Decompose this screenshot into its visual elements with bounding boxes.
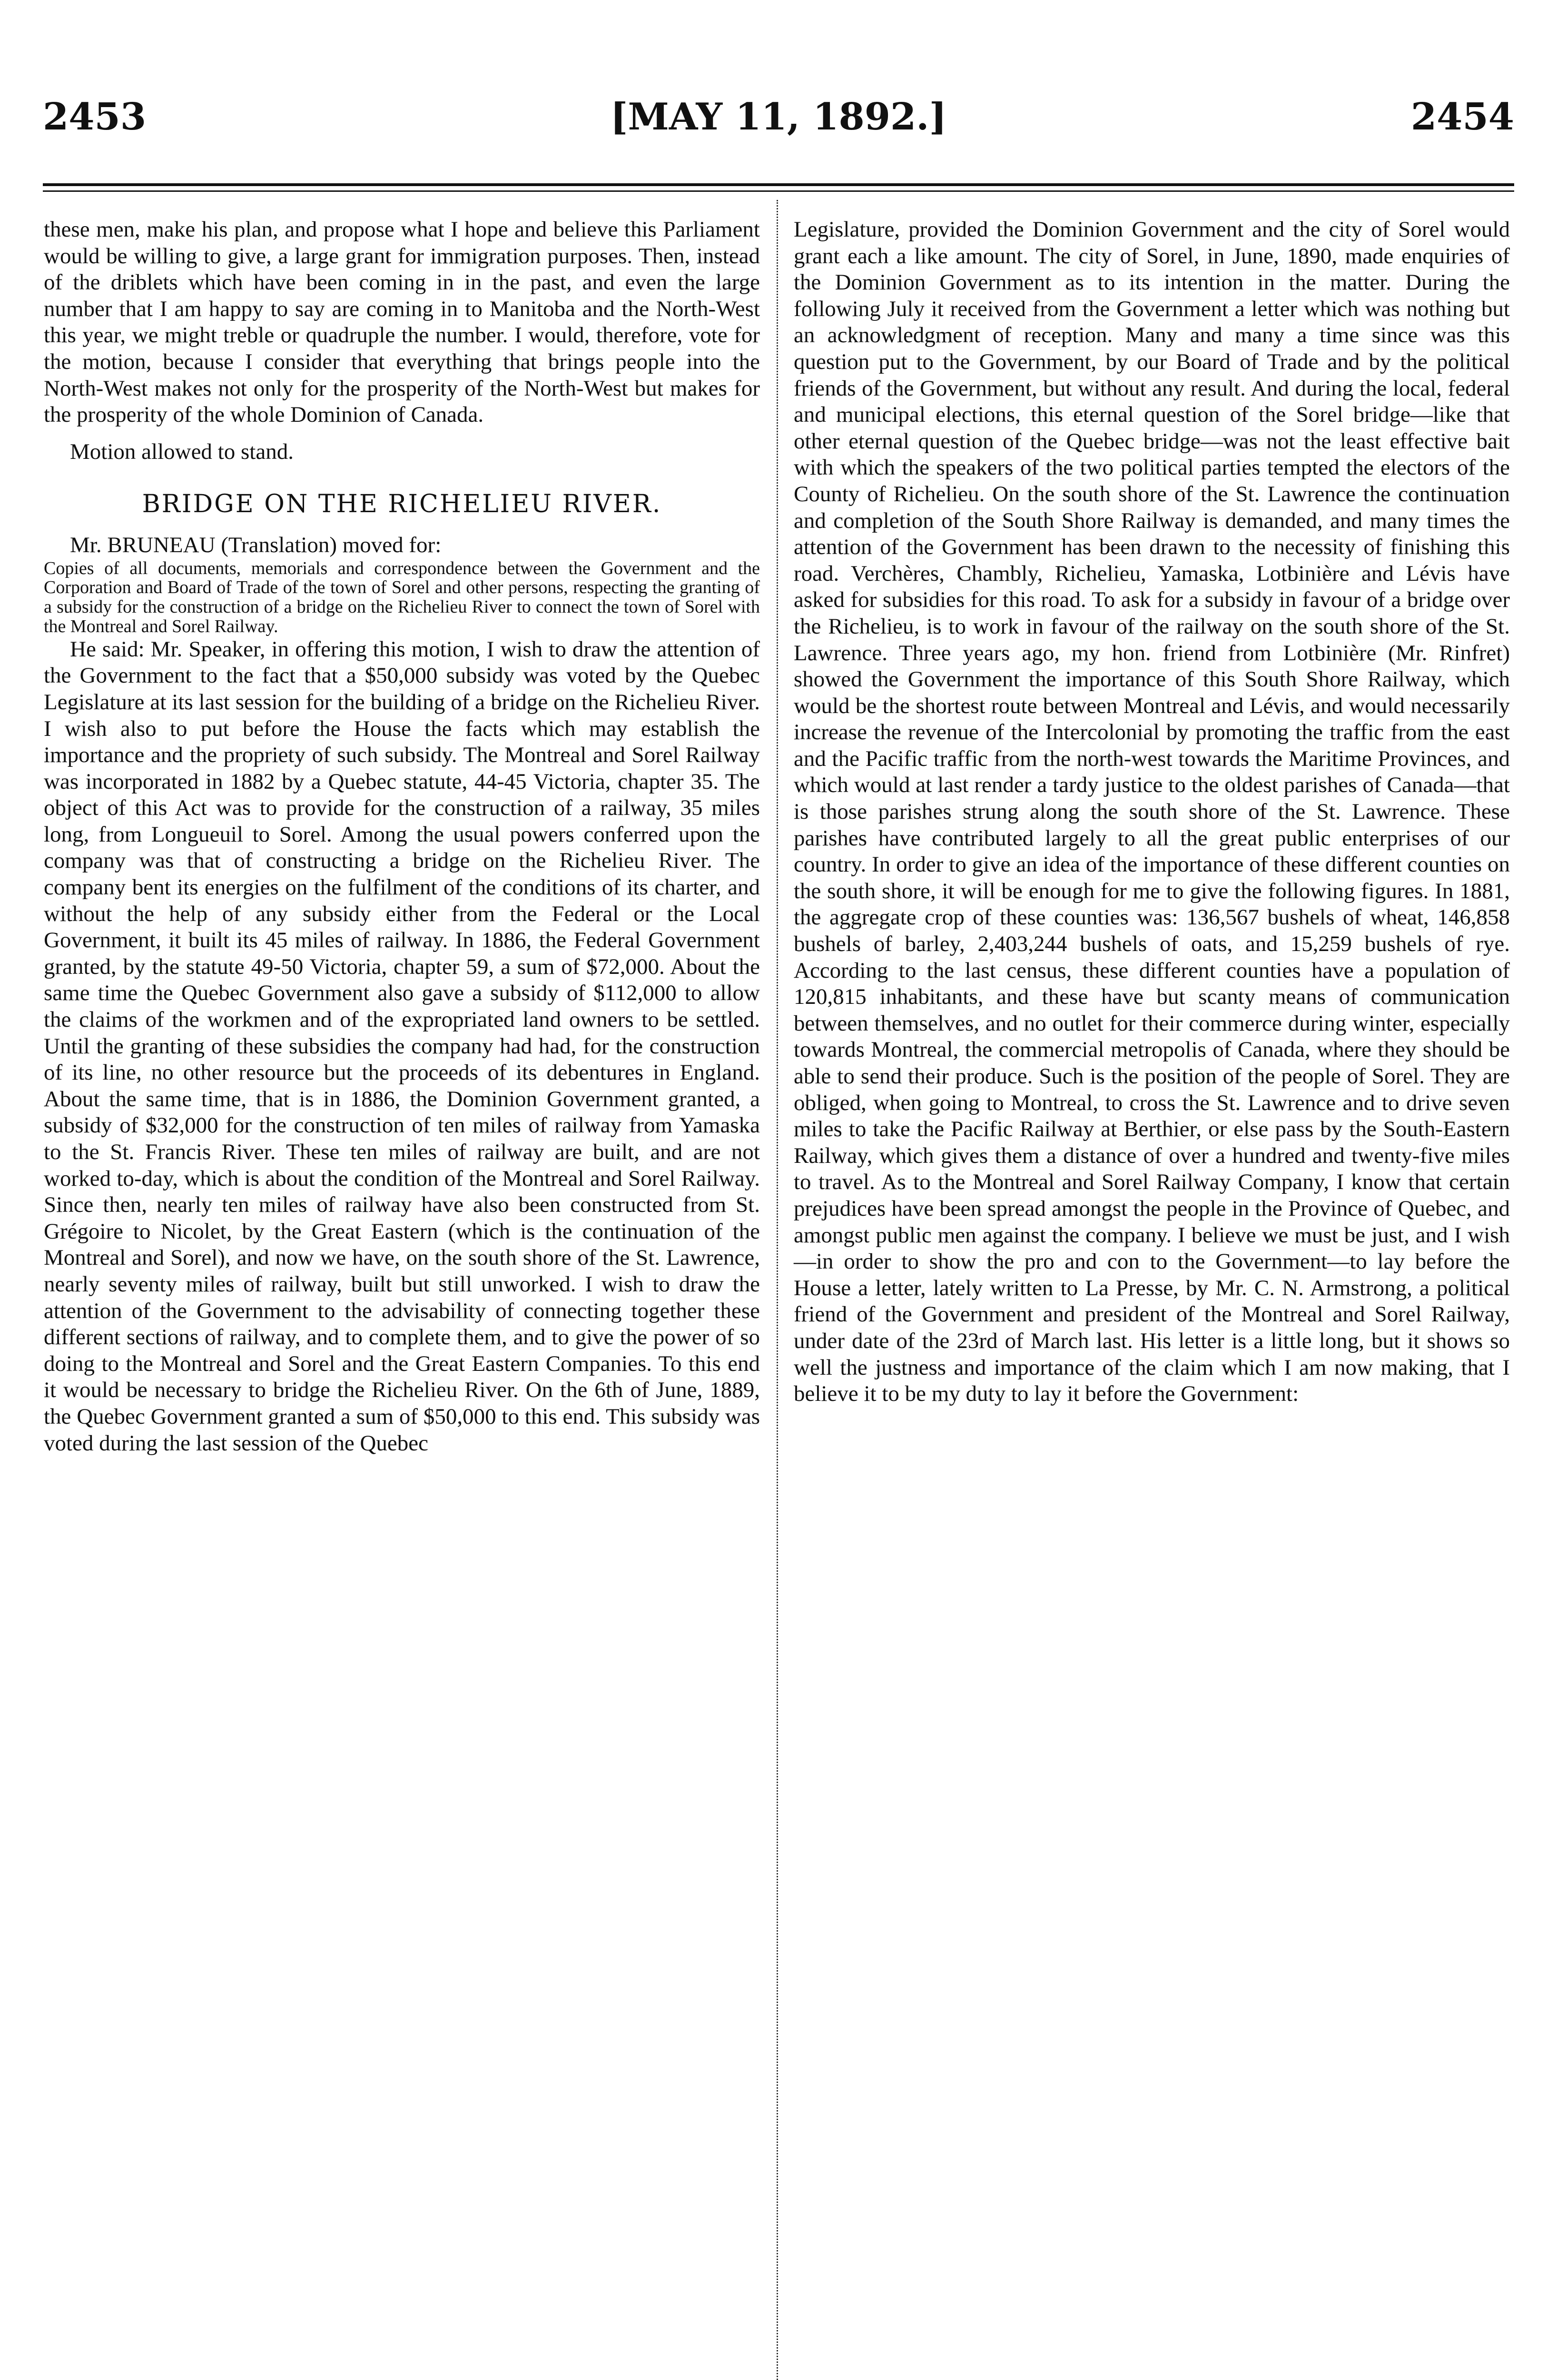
paragraph: these men, make his plan, and propose what I hope and believe this Parliament would be willing to give, a large grant for immigration purposes. Then, instead of the driblets which have been coming in in the past, and even the large number that I am happy to say are coming in to Manitoba and the North-West this year, we might treble or quadruple the number. I would, therefore, vote for the motion, because I consider that everything that brings people into the North-West makes not only for the prosperity of the North-West but makes for the prosperity of the whole Dominion of Canada. — [44, 217, 760, 427]
page-number-right: 2454 — [1410, 95, 1514, 139]
paragraph: Mr. BRUNEAU (Translation) moved for: — [70, 532, 442, 557]
section-heading: BRIDGE ON THE RICHELIEU RIVER. — [142, 490, 662, 519]
page-header — [43, 95, 1514, 148]
page-number-left: 2453 — [43, 95, 147, 139]
date-title: [MAY 11, 1892.] — [610, 95, 947, 139]
paragraph: Legislature, provided the Dominion Government and the city of Sorel would grant each a like amount. The city of Sorel, in June, 1890, made enquiries of the Dominion Government as to its intention in the matter. During the following July it received from the Government a letter which was nothing but an acknowledgment of reception. Many and many a time since was this question put to the Government, by our Board of Trade and by the political friends of the Government, but without any result. And during the local, federal and municipal elections, this eternal question of the Sorel bridge—like that other eternal question of the Quebec bridge—was not the least effective bait with which the speakers of the two political parties tempted the electors of the County of Richelieu. On the south shore of the St. Lawrence the continuation and completion of the South Shore Railway is demanded, and many times the attention of the Government has been drawn to the necessity of finishing this road. Verchères, Chambly, Richelieu, Yamaska, Lotbinière and Lévis have asked for subsidies for this road. To ask for a subsidy in favour of a bridge over the Richelieu, is to work in favour of the railway on the south shore of the St. Lawrence. Three years ago, my hon. friend from Lotbinière (Mr. Rinfret) showed the Government the importance of this South Shore Railway, which would be the shortest route between Montreal and Lévis, and would necessarily increase the revenue of the Intercolonial by promoting the traffic from the east and the Pacific traffic from the north-west towards the Maritime Provinces, and which would at last render a tardy justice to the oldest parishes of Canada—that is those parishes strung along the south shore of the St. Lawrence. These parishes have contributed largely to all the great public enterprises of our country. In order to give an idea of the importance of these different counties on the south shore, it will be enough for me to give the following figures. In 1881, the aggregate crop of these counties was: 136,567 bushels of wheat, 146,858 bushels of barley, 2,403,244 bushels of oats, and 15,259 bushels of rye. According to the last census, these different counties have a population of 120,815 inhabitants, and these have but scanty means of communication between themselves, and no outlet for their commerce during winter, especially towards Montreal, the commercial metropolis of Canada, where they should be able to send their produce. Such is the position of the people of Sorel. They are obliged, when going to Montreal, to cross the St. Lawrence and to drive seven miles to take the Pacific Railway at Berthier, or else pass by the South-Eastern Railway, which gives them a distance of over a hundred and twenty-five miles to travel. As to the Montreal and Sorel Railway Company, I know that certain prejudices have been spread amongst the people in the Province of Quebec, and amongst public men against the company. I believe we must be just, and I wish—in order to show the pro and con to the Government—to lay before the House a letter, lately written to La Presse, by Mr. C. N. Armstrong, a political friend of the Government and president of the Montreal and Sorel Railway, under date of the 23rd of March last. His letter is a little long, but it shows so well the justness and importance of the claim which I am now making, that I believe it to be my duty to lay it before the Government: — [794, 217, 1510, 1407]
motion-text: Copies of all documents, memorials and correspondence between the Government and the Corporation and Board of Trade of the town of Sorel and other persons, respecting the granting of a subsidy for the construction of a bridge on the Richelieu River to connect the town of Sorel with the Montreal and Sorel Railway. — [44, 558, 760, 636]
column-divider — [777, 200, 778, 2380]
header-rule-thin — [43, 190, 1514, 192]
paragraph: He said: Mr. Speaker, in offering this motion, I wish to draw the attention of the Government to the fact that a $50,000 subsidy was voted by the Quebec Legislature at its last session for the building of a bridge on the Richelieu River. I wish also to put before the House the facts which may establish the importance and the propriety of such subsidy. The Montreal and Sorel Railway was incorporated in 1882 by a Quebec statute, 44-45 Victoria, chapter 35. The object of this Act was to provide for the construction of a railway, 35 miles long, from Longueuil to Sorel. Among the usual powers conferred upon the company was that of constructing a bridge on the Richelieu River. The company bent its energies on the fulfilment of the conditions of its charter, and without the help of any subsidy either from the Federal or the Local Government, it built its 45 miles of railway. In 1886, the Federal Government granted, by the statute 49-50 Victoria, chapter 59, a sum of $72,000. About the same time the Quebec Government also gave a subsidy of $112,000 to allow the claims of the workmen and of the expropriated land owners to be settled. Until the granting of these subsidies the company had had, for the construction of its line, no other resource but the proceeds of its debentures in England. About the same time, that is in 1886, the Dominion Government granted, a subsidy of $32,000 for the construction of ten miles of railway from Yamaska to the St. Francis River. These ten miles of railway are built, and are not worked to-day, which is about the condition of the Montreal and Sorel Railway. Since then, nearly ten miles of railway have also been constructed from St. Grégoire to Nicolet, by the Great Eastern (which is the continuation of the Montreal and Sorel), and now we have, on the south shore of the St. Lawrence, nearly seventy miles of railway, built but still unworked. I wish to draw the attention of the Government to the advisability of connecting together these different sections of railway, and to complete them, and to give the power of so doing to the Montreal and Sorel and the Great Eastern Companies. To this end it would be necessary to bridge the Richelieu River. On the 6th of June, 1889, the Quebec Government granted a sum of $50,000 to this end. This subsidy was voted during the last session of the Quebec — [44, 636, 760, 1456]
header-rule-thick — [43, 183, 1514, 186]
right-column — [794, 217, 1510, 1408]
left-column — [44, 217, 760, 1457]
paragraph: Motion allowed to stand. — [70, 439, 294, 464]
